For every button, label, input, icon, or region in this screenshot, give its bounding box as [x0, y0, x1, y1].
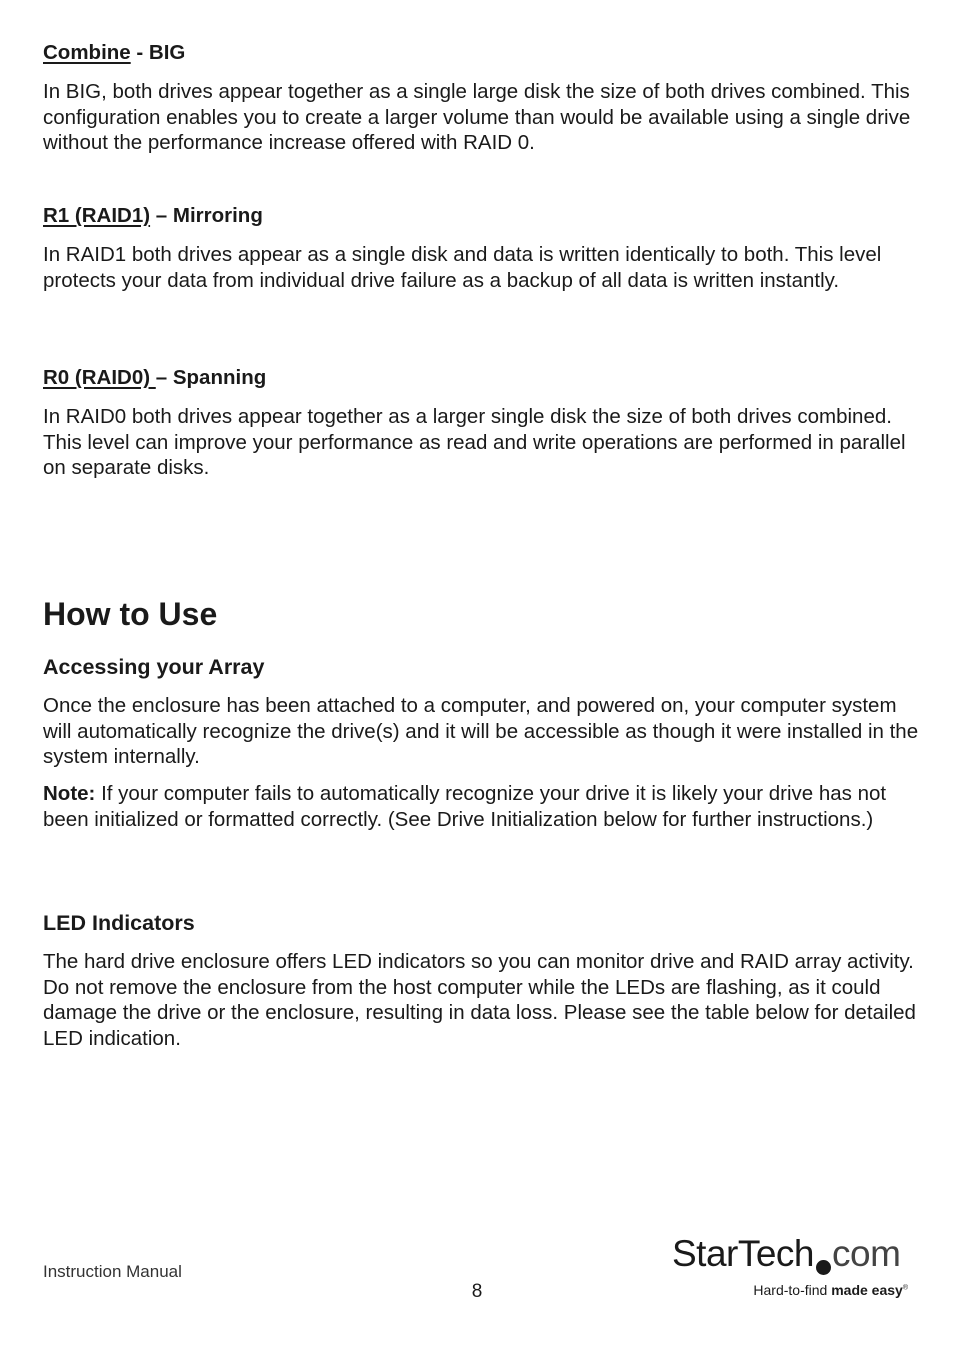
tagline-part-a: Hard-to-find	[753, 1282, 832, 1298]
section-body-raid1: In RAID1 both drives appear as a single disk and data is written identically to both. This level protects your data from individual drive failure as a backup of all data is written instantly.	[43, 243, 882, 292]
section-heading-raid1	[43, 204, 263, 228]
note-text: If your computer fails to automatically recognize your drive it is likely your drive has not been initialized or formatted correctly. (See Drive Initialization below for further instructions.)	[43, 782, 887, 831]
heading-suffix: – Mirroring	[150, 204, 263, 227]
heading-suffix: – Spanning	[155, 366, 267, 389]
logo-dot-icon	[816, 1260, 831, 1275]
registered-mark: ®	[902, 1284, 908, 1292]
page-number: 8	[471, 1281, 483, 1302]
heading-suffix: - BIG	[130, 41, 186, 64]
body-led-indicators: The hard drive enclosure offers LED indicators so you can monitor drive and RAID array activity. Do not remove the enclosure from the host computer while the LEDs are flashing, as it could damage the drive or the enclosure, resulting in data loss. Please see the table below for detailed LED indication.	[43, 950, 916, 1050]
heading-underlined: R0 (RAID0)	[43, 366, 156, 389]
heading-underlined: Combine	[43, 41, 131, 64]
section-body-big: In BIG, both drives appear together as a single large disk the size of both drives combined. This configuration enables you to create a larger volume than would be available using a single drive without the performance increase offered with RAID 0.	[43, 80, 911, 154]
note-label: Note:	[43, 782, 96, 805]
logo-com-text: com	[832, 1233, 901, 1274]
logo-tagline	[753, 1282, 908, 1298]
section-heading-big	[43, 41, 185, 65]
logo-wordmark	[672, 1232, 900, 1276]
section-heading-raid0	[43, 366, 266, 390]
body-accessing-array: Once the enclosure has been attached to a computer, and powered on, your computer system will automatically recognize the drive(s) and it will be accessible as though it were installed in the system internally.	[43, 694, 919, 768]
footer-manual-label: Instruction Manual	[43, 1262, 182, 1281]
logo-star-text: StarTech	[672, 1233, 815, 1274]
tagline-part-b: made easy	[831, 1282, 903, 1298]
section-body-raid0: In RAID0 both drives appear together as a larger single disk the size of both drives combined. This level can improve your performance as read and write operations are performed in parallel on separate disks.	[43, 405, 906, 479]
heading-accessing-array: Accessing your Array	[43, 655, 265, 679]
heading-led-indicators: LED Indicators	[43, 911, 195, 935]
page-title-how-to-use: How to Use	[43, 596, 218, 632]
startech-logo	[672, 1232, 912, 1304]
heading-underlined: R1 (RAID1)	[43, 204, 151, 227]
note-paragraph	[43, 781, 923, 832]
